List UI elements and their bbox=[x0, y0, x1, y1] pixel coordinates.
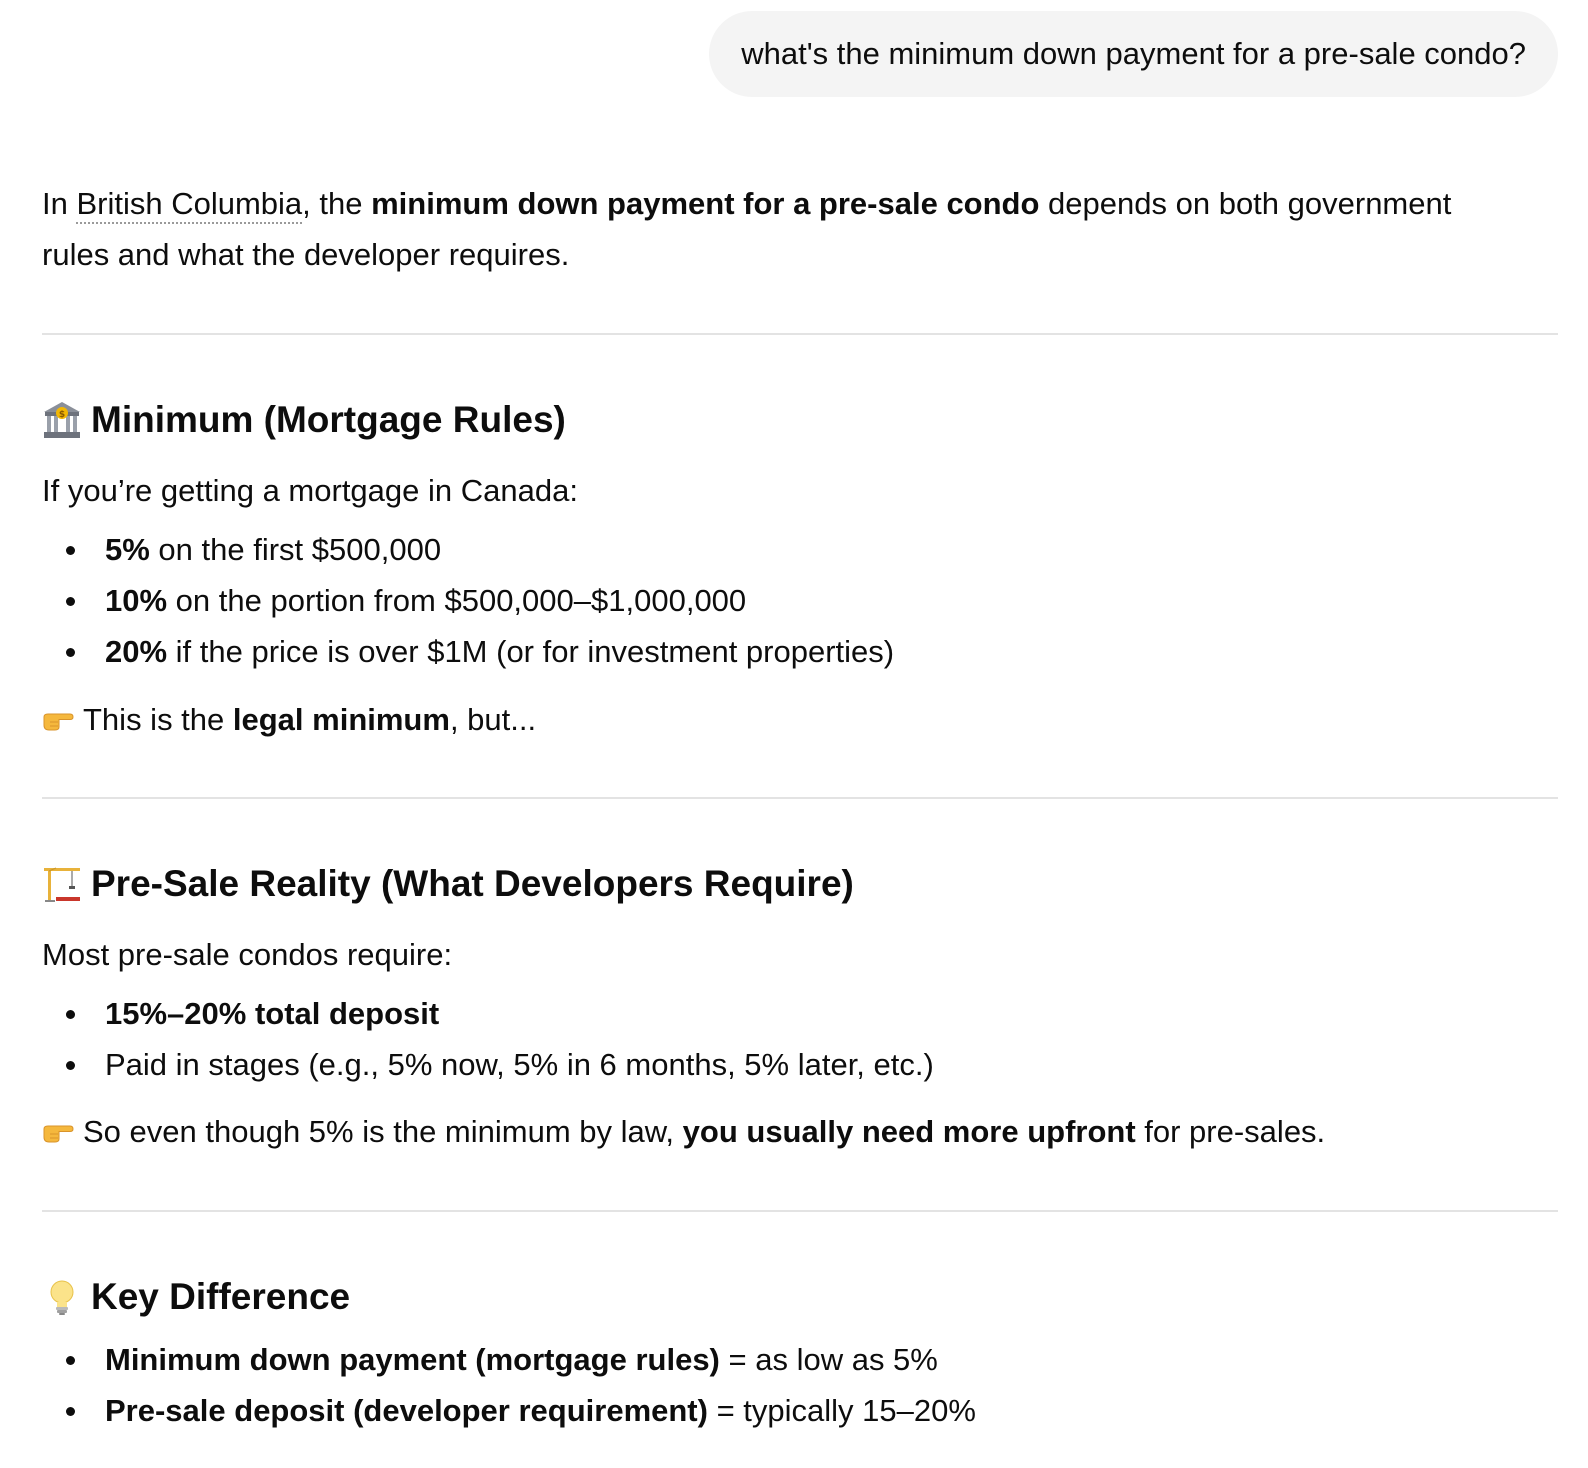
user-message-bubble bbox=[709, 11, 1558, 97]
bank-icon bbox=[42, 400, 82, 440]
svg-text:$: $ bbox=[58, 410, 66, 420]
section-divider bbox=[42, 333, 1558, 335]
pointing-hand-icon bbox=[42, 695, 74, 717]
intro-line-2: rules and what the developer requires. bbox=[42, 237, 570, 272]
construction-crane-icon bbox=[42, 864, 82, 904]
list-item: 15%–20% total deposit bbox=[105, 988, 439, 1039]
section-heading-key-difference: Key Difference bbox=[42, 1273, 350, 1321]
section1-note: This is the legal minimum, but... bbox=[42, 694, 536, 745]
british-columbia-link[interactable]: British Columbia bbox=[76, 186, 302, 224]
section2-lead: Most pre-sale condos require: bbox=[42, 937, 453, 972]
list-item: Pre-sale deposit (developer requirement) = typically 15–20% bbox=[105, 1385, 976, 1436]
section1-lead: If you’re getting a mortgage in Canada: bbox=[42, 473, 578, 508]
section-divider bbox=[42, 1210, 1558, 1212]
list-item: 10% on the portion from $500,000–$1,000,000 bbox=[105, 575, 746, 626]
section-heading-minimum: $ Minimum (Mortgage Rules) bbox=[42, 396, 566, 444]
section2-note: So even though 5% is the minimum by law, you usually need more upfront for pre-sales. bbox=[42, 1106, 1325, 1157]
light-bulb-icon bbox=[42, 1277, 82, 1317]
user-message-text: what's the minimum down payment for a pre-sale condo? bbox=[741, 36, 1526, 71]
list-item: 5% on the first $500,000 bbox=[105, 524, 441, 575]
list-item: Minimum down payment (mortgage rules) = as low as 5% bbox=[105, 1334, 938, 1385]
section-heading-pre-sale-reality: Pre-Sale Reality (What Developers Require) bbox=[42, 860, 854, 908]
intro-line-1: In British Columbia, the minimum down payment for a pre-sale condo depends on both government bbox=[42, 178, 1451, 229]
list-item: 20% if the price is over $1M (or for investment properties) bbox=[105, 626, 894, 677]
section-divider bbox=[42, 797, 1558, 799]
pointing-hand-icon bbox=[42, 1107, 74, 1129]
list-item: Paid in stages (e.g., 5% now, 5% in 6 months, 5% later, etc.) bbox=[105, 1039, 934, 1090]
